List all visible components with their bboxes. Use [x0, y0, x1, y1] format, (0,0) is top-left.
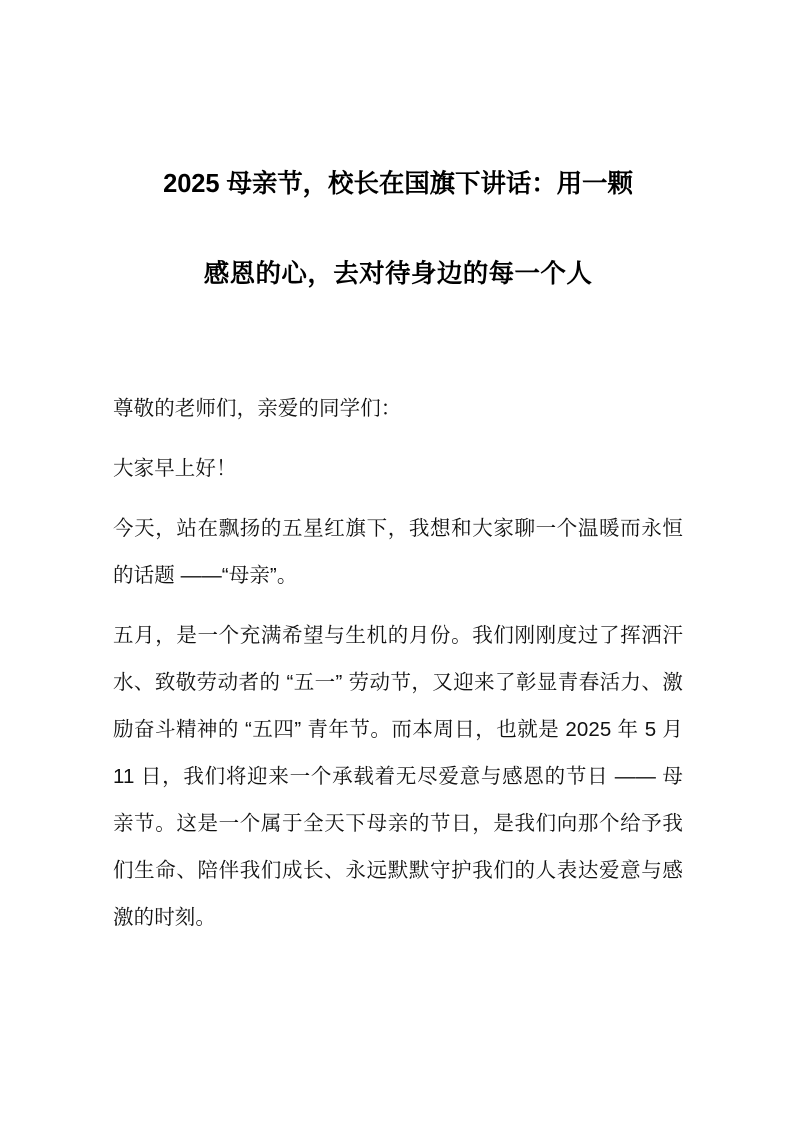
page-title	[113, 139, 683, 319]
document-body	[113, 385, 683, 941]
page-title-line-1: 2025 母亲节，校长在国旗下讲话：用一颗	[163, 170, 633, 199]
page-title-line-2: 感恩的心，去对待身边的每一个人	[203, 260, 593, 289]
paragraph-may-festivals: 五月，是一个充满希望与生机的月份。我们刚刚度过了挥洒汗水、致敬劳动者的 “五一” 劳动节，又迎来了彰显青春活力、激励奋斗精神的 “五四” 青年节。而本周日，也就是 2025 年 5 月 11 日，我们将迎来一个承载着无尽爱意与感恩的节日 —— 母亲节。这是一个属于全天下母亲的节日，是我们向那个给予我们生命、陪伴我们成长、永远默默守护我们的人表达爱意与感激的时刻。	[113, 624, 683, 929]
paragraph-greeting: 大家早上好！	[113, 457, 237, 480]
paragraph-salutation: 尊敬的老师们，亲爱的同学们：	[113, 397, 402, 420]
paragraph-intro: 今天，站在飘扬的五星红旗下，我想和大家聊一个温暖而永恒的话题 ——“母亲”。	[113, 517, 683, 587]
